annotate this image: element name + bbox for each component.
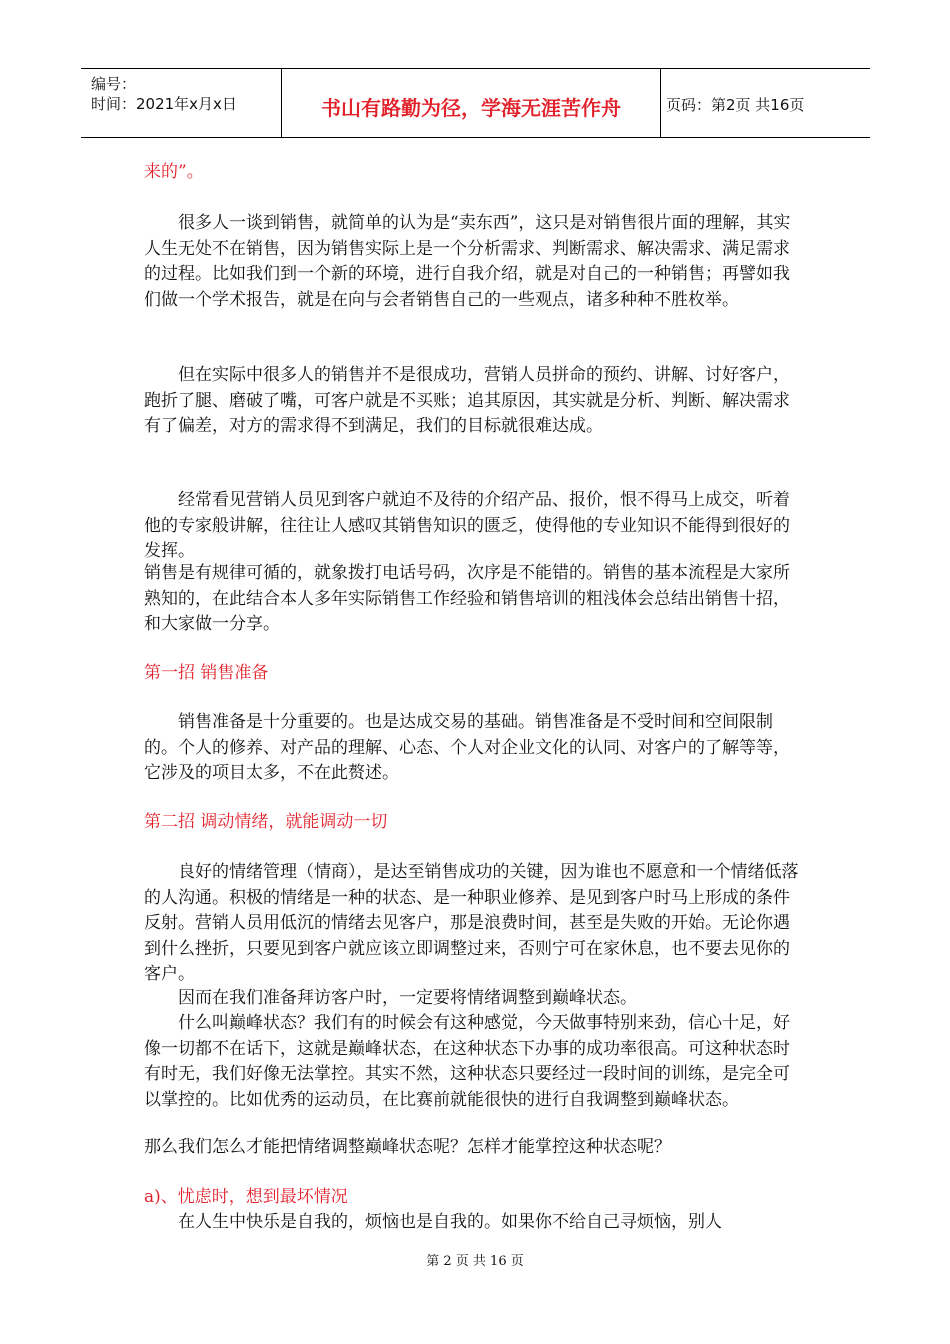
page-footer: 第 2 页 共 16 页: [426, 1254, 524, 1269]
section-heading-2: 第二招 调动情绪，就能调动一切: [144, 812, 388, 832]
header-table: [81, 68, 870, 138]
paragraph-2: 但在实际中很多人的销售并不是很成功，营销人员拼命的预约、讲解、讨好客户，跑折了腿、磨破了嘴，可客户就是不买账；追其原因，其实就是分析、判断、解决需求有了偏差，对方的需求得不到满足，我们的目标就很难达成。: [144, 365, 790, 436]
header-motto-cell: [282, 69, 661, 137]
continued-text: 来的”。: [144, 162, 204, 182]
paragraph-3: 经常看见营销人员见到客户就迫不及待的介绍产品、报价，恨不得马上成交，听着他的专家般讲解，往往让人感叹其销售知识的匮乏，使得他的专业知识不能得到很好的发挥。: [144, 490, 790, 561]
paragraph-6: 良好的情绪管理（情商），是达至销售成功的关键，因为谁也不愿意和一个情绪低落的人沟通。积极的情绪是一种的状态、是一种职业修养、是见到客户时马上形成的条件反射。营销人员用低沉的情绪去见客户，那是浪费时间，甚至是失败的开始。无论你遇到什么挫折，只要见到客户就应该立即调整过来，否则宁可在家休息，也不要去见你的客户。: [144, 862, 799, 984]
paragraph-9: 那么我们怎么才能把情绪调整巅峰状态呢？怎样才能掌控这种状态呢？: [144, 1137, 671, 1157]
paragraph-1: 很多人一谈到销售，就简单的认为是“卖东西”，这只是对销售很片面的理解，其实人生无处不在销售，因为销售实际上是一个分析需求、判断需求、解决需求、满足需求的过程。比如我们到一个新的环境，进行自我介绍，就是对自己的一种销售；再譬如我们做一个学术报告，就是在向与会者销售自己的一些观点，诸多种种不胜枚举。: [144, 213, 791, 310]
header-meta-cell: [81, 69, 282, 137]
sub-heading-a: a)、忧虑时，想到最坏情况: [144, 1187, 348, 1207]
number-label: 编号：: [91, 75, 137, 93]
motto: 书山有路勤为径，学海无涯苦作舟: [321, 96, 621, 120]
paragraph-8: 什么叫巅峰状态？我们有的时候会有这种感觉，今天做事特别来劲，信心十足，好像一切都不在话下，这就是巅峰状态，在这种状态下办事的成功率很高。可这种状态时有时无，我们好像无法掌控。其实不然，这种状态只要经过一段时间的训练，是完全可以掌控的。比如优秀的运动员，在比赛前就能很快的进行自我调整到巅峰状态。: [144, 1013, 790, 1110]
date-line: 时间：2021年x月x日: [91, 95, 237, 113]
paragraph-10: 在人生中快乐是自我的，烦恼也是自我的。如果你不给自己寻烦恼，别人: [144, 1212, 722, 1232]
page-info: 页码：第2页 共16页: [666, 96, 805, 114]
paragraph-5: 销售准备是十分重要的。也是达成交易的基础。销售准备是不受时间和空间限制的。个人的修养、对产品的理解、心态、个人对企业文化的认同、对客户的了解等等，它涉及的项目太多，不在此赘述。: [144, 712, 790, 783]
paragraph-7: 因而在我们准备拜访客户时，一定要将情绪调整到巅峰状态。: [144, 988, 637, 1008]
paragraph-4: 销售是有规律可循的，就象拨打电话号码，次序是不能错的。销售的基本流程是大家所熟知的，在此结合本人多年实际销售工作经验和销售培训的粗浅体会总结出销售十招，和大家做一分享。: [144, 563, 790, 634]
section-heading-1: 第一招 销售准备: [144, 663, 269, 683]
header-page-cell: [661, 69, 870, 137]
